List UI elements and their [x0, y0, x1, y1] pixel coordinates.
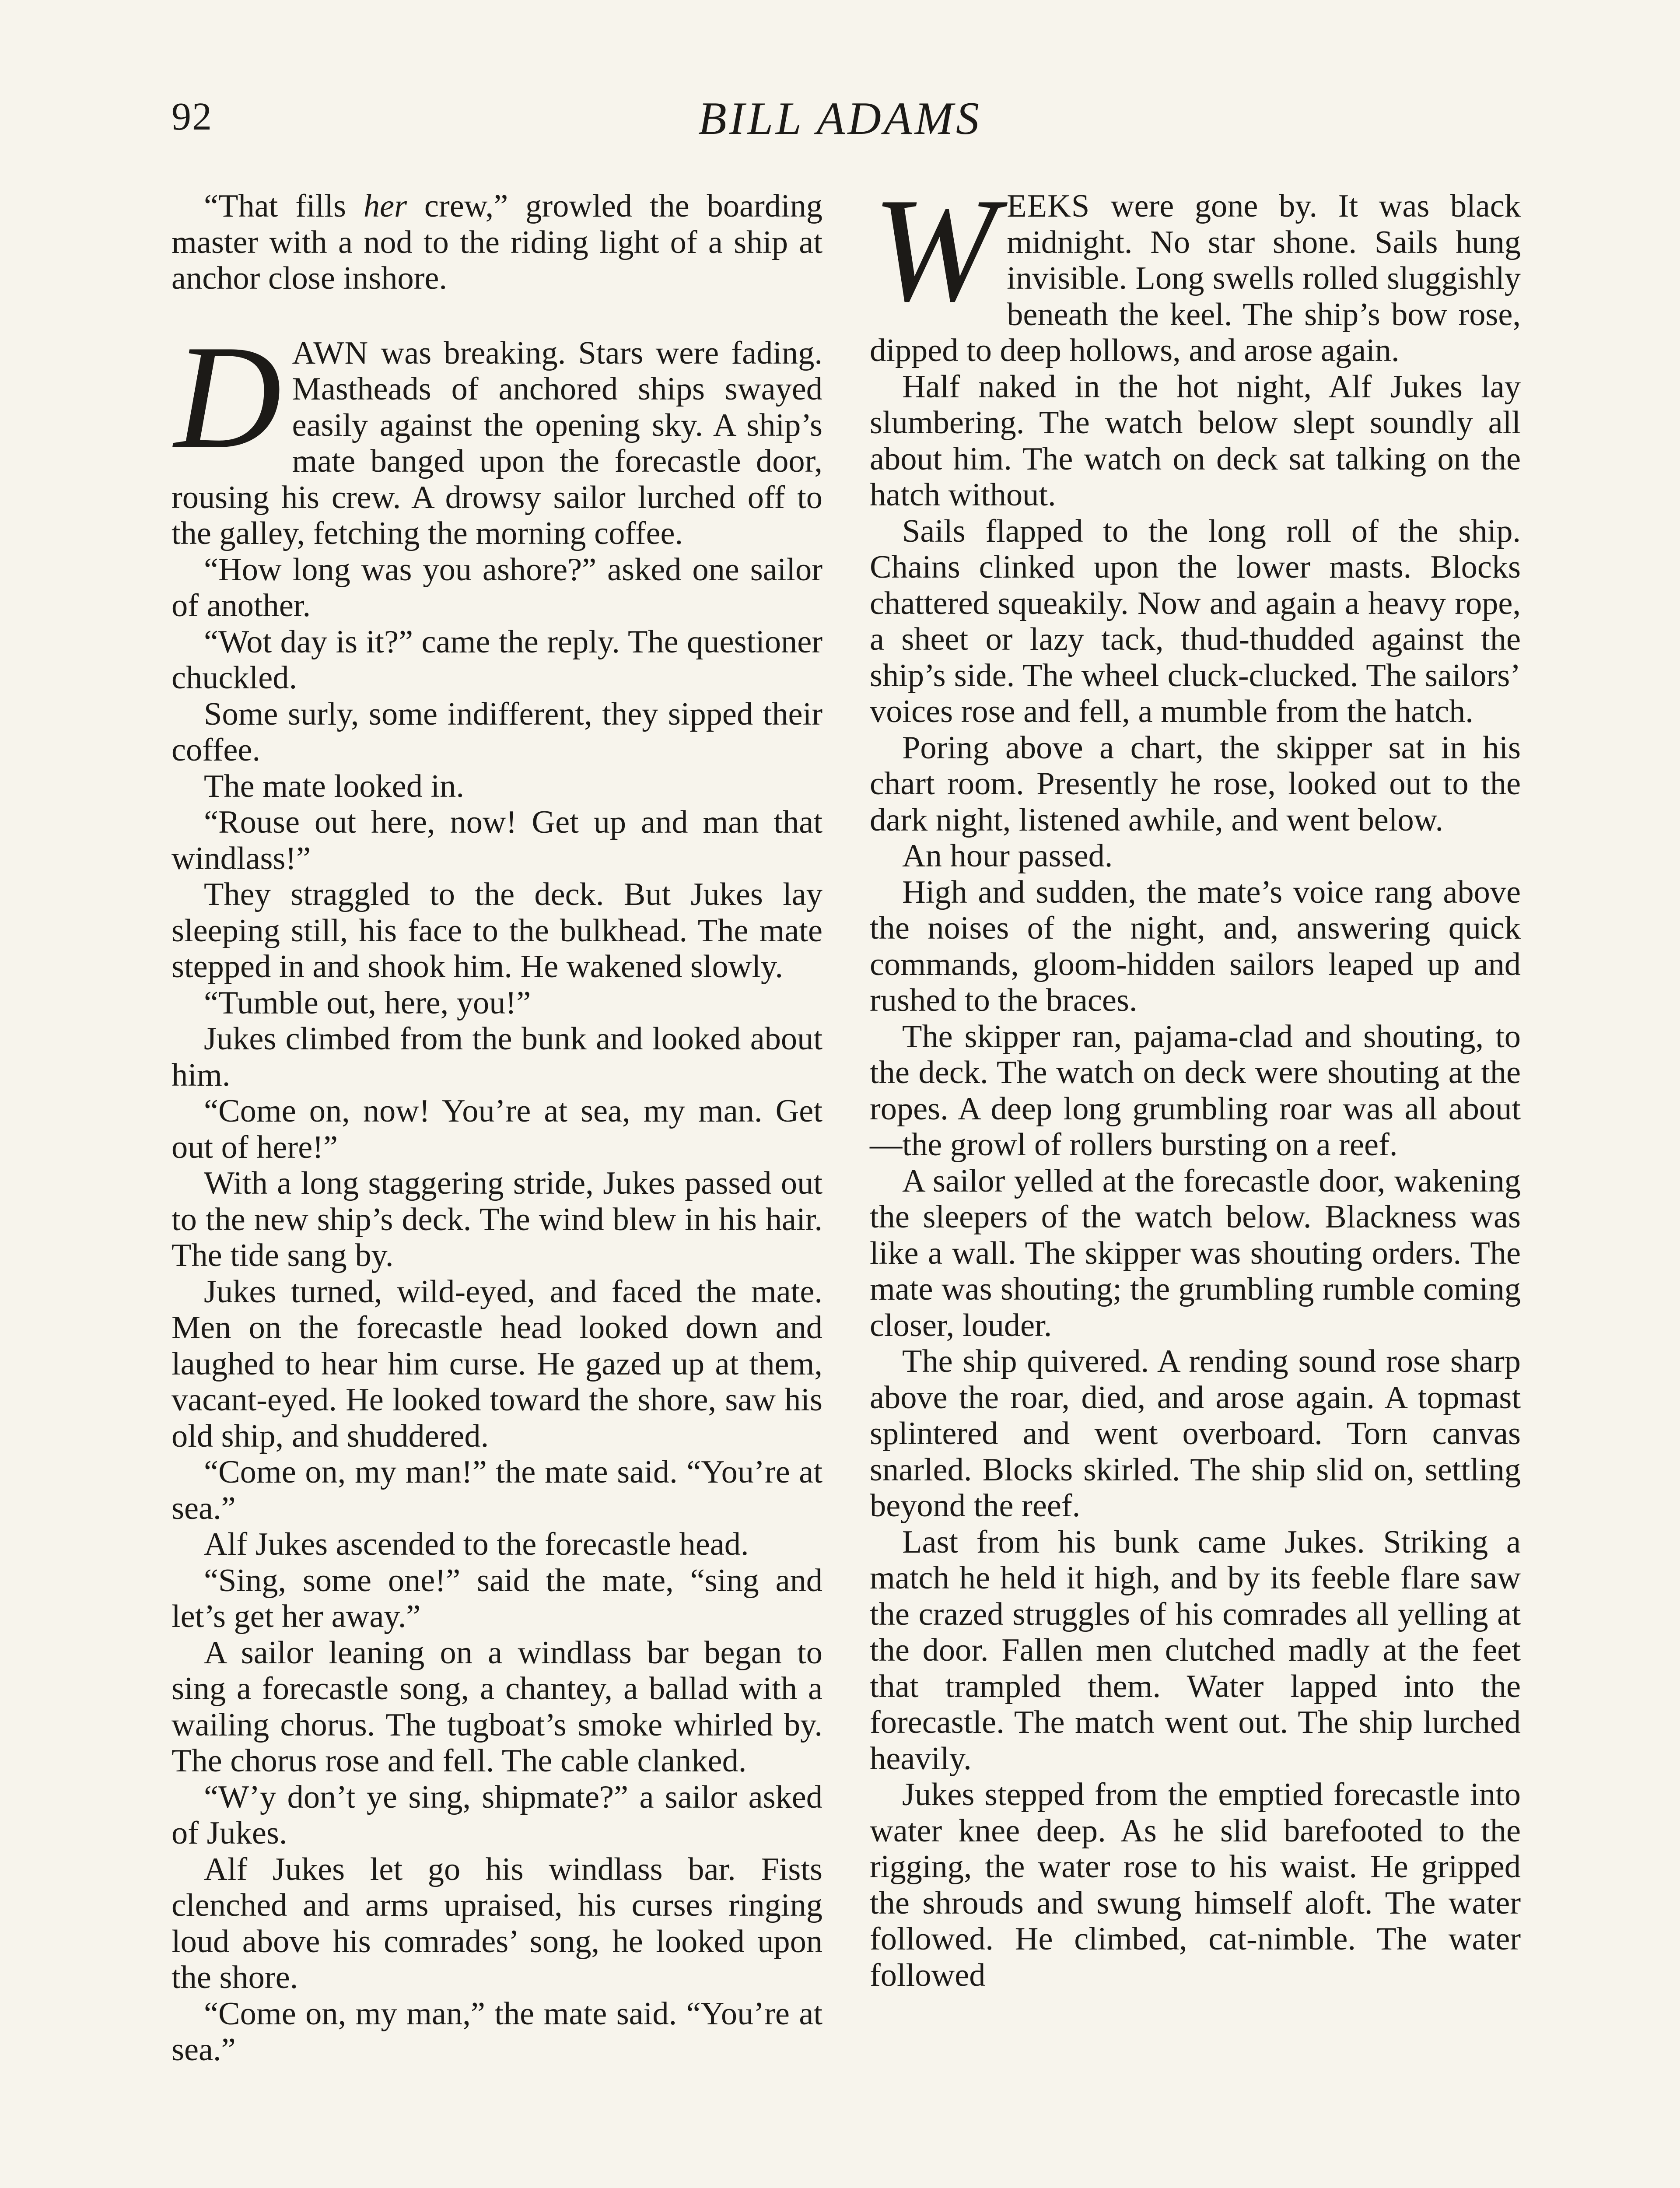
section-opening-paragraph: DAWN was breaking. Stars were fading. Mastheads of anchored ships swayed easily against the opening sky. A ship’s mate banged upon the forecastle door, rousing his crew. A drowsy sailor lurched off to the galley, fetching the morning coffee. [172, 314, 822, 551]
paragraph: Jukes stepped from the emptied forecastle into water knee deep. As he slid barefooted to the rigging, the water rose to his waist. He gripped the shrouds and swung himself aloft. The water followed. He climbed, cat-nimble. The water followed [870, 1777, 1521, 1993]
running-head: BILL ADAMS [698, 93, 982, 144]
paragraph: The skipper ran, pajama-clad and shouting, to the deck. The watch on deck were shouting at the ropes. A deep long grumbling roar was all about—the growl of rollers bursting on a reef. [870, 1018, 1521, 1163]
paragraph: A sailor yelled at the forecastle door, wakening the sleepers of the watch below. Blackness was like a wall. The skipper was shouting orders. The mate was shouting; the grumbling rumble coming closer, louder. [870, 1163, 1521, 1343]
paragraph: “Come on, now! You’re at sea, my man. Get out of here!” [172, 1093, 822, 1165]
paragraph: Alf Jukes ascended to the forecastle head. [204, 1526, 749, 1562]
lead-caps: AWN [292, 335, 369, 371]
paragraph: Jukes climbed from the bunk and looked about him. [172, 1021, 822, 1093]
paragraph: “How long was you ashore?” asked one sailor of another. [172, 551, 822, 624]
paragraph: Half naked in the hot night, Alf Jukes lay slumbering. The watch below slept soundly all about him. The watch on deck sat talking on the hatch without. [870, 368, 1521, 513]
paragraph: “Come on, my man!” the mate said. “You’re at sea.” [172, 1454, 822, 1526]
page-number: 92 [172, 95, 213, 138]
paragraph: “Come on, my man,” the mate said. “You’re at sea.” [172, 1995, 822, 2068]
right-column [870, 167, 1521, 1993]
paragraph: “That fills her crew,” growled the boarding master with a nod to the riding light of a ship at anchor close inshore. [172, 188, 822, 296]
paragraph: The mate looked in. [204, 768, 464, 804]
drop-cap: W [872, 167, 997, 332]
paragraph: “W’y don’t ye sing, shipmate?” a sailor asked of Jukes. [172, 1779, 822, 1851]
paragraph: “Tumble out, here, you!” [204, 985, 531, 1021]
paragraph: An hour passed. [902, 838, 1113, 874]
drop-cap: D [174, 314, 282, 479]
paragraph: With a long staggering stride, Jukes passed out to the new ship’s deck. The wind blew in his hair. The tide sang by. [172, 1165, 822, 1273]
paragraph: Some surly, some indifferent, they sipped their coffee. [172, 696, 822, 768]
paragraph: Last from his bunk came Jukes. Striking a match he held it high, and by its feeble flare saw the crazed struggles of his comrades all yelling at the door. Fallen men clutched madly at the feet that trampled them. Water lapped into the forecastle. The match went out. The ship lurched heavily. [870, 1524, 1521, 1777]
section-opening-paragraph: WEEKS were gone by. It was black midnight. No star shone. Sails hung invisible. Long swells rolled sluggishly beneath the keel. The ship’s bow rose, dipped to deep hollows, and arose again. [870, 167, 1521, 368]
lead-caps: EEKS [1007, 188, 1090, 224]
paragraph: High and sudden, the mate’s voice rang above the noises of the night, and, answering quick commands, gloom-hidden sailors leaped up and rushed to the braces. [870, 874, 1521, 1018]
paragraph: Poring above a chart, the skipper sat in his chart room. Presently he rose, looked out to the dark night, listened awhile, and went below. [870, 729, 1521, 838]
paragraph: “Rouse out here, now! Get up and man that windlass!” [172, 804, 822, 877]
paragraph: Jukes turned, wild-eyed, and faced the mate. Men on the forecastle head looked down and laughed to hear him curse. He gazed up at them, vacant-eyed. He looked toward the shore, saw his old ship, and shuddered. [172, 1273, 822, 1454]
paragraph: A sailor leaning on a windlass bar began to sing a forecastle song, a chantey, a ballad with a wailing chorus. The tugboat’s smoke whirled by. The chorus rose and fell. The cable clanked. [172, 1634, 822, 1779]
paragraph: The ship quivered. A rending sound rose sharp above the roar, died, and arose again. A topmast splintered and went overboard. Torn canvas snarled. Blocks skirled. The ship slid on, settling beyond the reef. [870, 1343, 1521, 1524]
left-column [172, 188, 822, 2068]
paragraph: They straggled to the deck. But Jukes lay sleeping still, his face to the bulkhead. The mate stepped in and shook him. He wakened slowly. [172, 877, 822, 985]
paragraph: “Wot day is it?” came the reply. The questioner chuckled. [172, 624, 822, 696]
paragraph: Sails flapped to the long roll of the ship. Chains clinked upon the lower masts. Blocks chattered squeakily. Now and again a heavy rope, a sheet or lazy tack, thud-thudded against the ship’s side. The wheel cluck-clucked. The sailors’ voices rose and fell, a mumble from the hatch. [870, 513, 1521, 729]
paragraph: “Sing, some one!” said the mate, “sing and let’s get her away.” [172, 1562, 822, 1634]
paragraph: Alf Jukes let go his windlass bar. Fists clenched and arms upraised, his curses ringing loud above his comrades’ song, he looked upon the shore. [172, 1851, 822, 1995]
